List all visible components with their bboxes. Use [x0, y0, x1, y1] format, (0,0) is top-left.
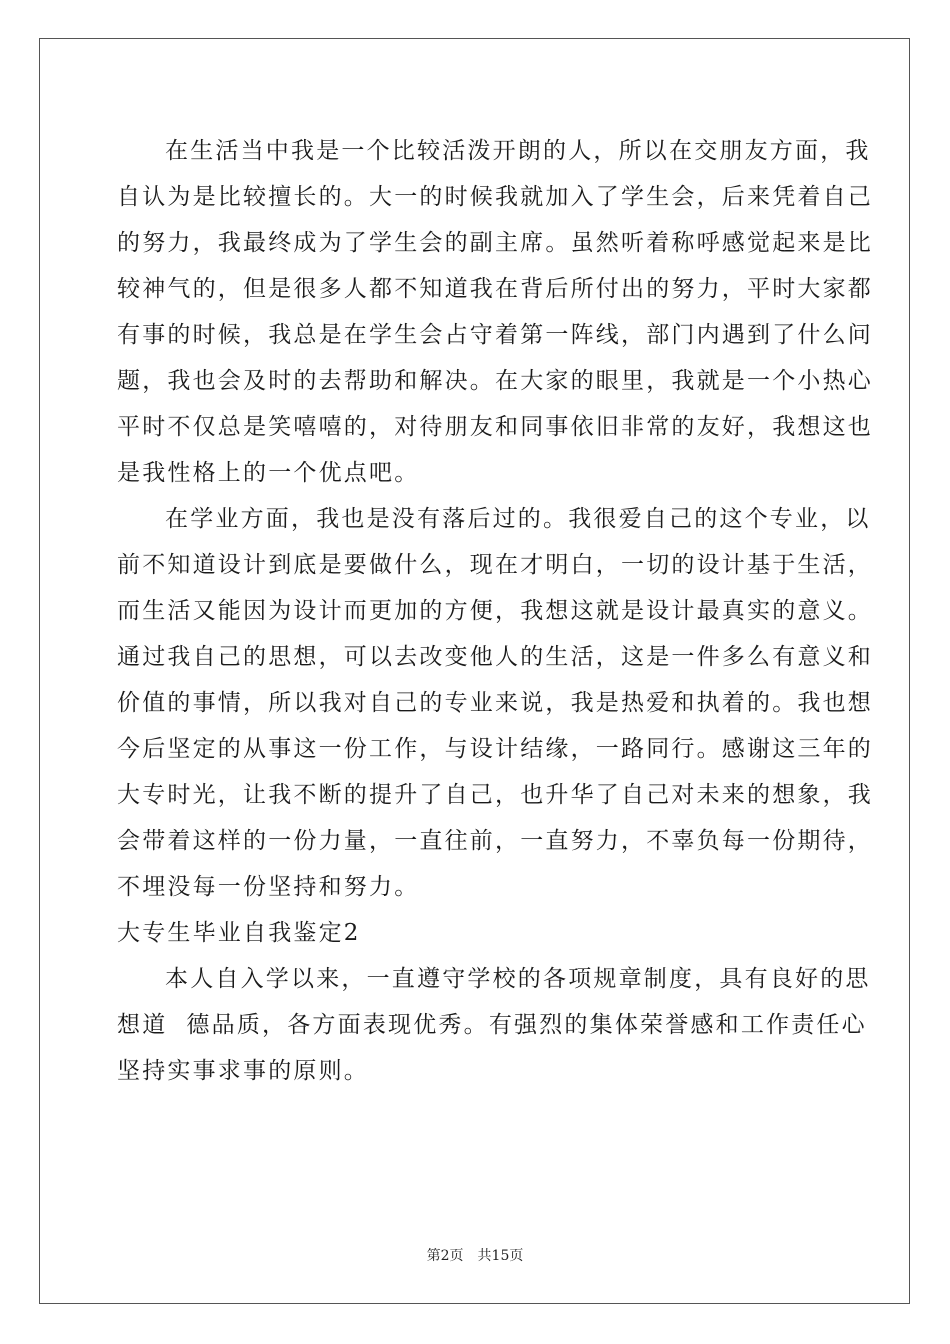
text-line: 价值的事情，所以我对自己的专业来说，我是热爱和执着的。我也想 — [117, 690, 873, 716]
text-line: 在学业方面，我也是没有落后过的。我很爱自己的这个专业，以 — [165, 506, 871, 532]
paragraph-3 — [117, 956, 871, 1094]
text-line: 而生活又能因为设计而更加的方便，我想这就是设计最真实的意义。 — [117, 598, 873, 624]
section-heading: 大专生毕业自我鉴定2 — [117, 920, 361, 946]
paragraph-2 — [117, 496, 873, 910]
page-total: 共15页 — [477, 1248, 524, 1264]
text-line: 有事的时候，我总是在学生会占守着第一阵线，部门内遇到了什么问 — [117, 322, 873, 348]
text-line: 通过我自己的思想，可以去改变他人的生活，这是一件多么有意义和 — [117, 644, 873, 670]
text-line: 是我性格上的一个优点吧。 — [117, 460, 420, 486]
paragraph-1 — [117, 128, 873, 496]
text-line: 会带着这样的一份力量，一直往前，一直努力，不辜负每一份期待， — [117, 828, 873, 854]
text-line: 想道 德品质，各方面表现优秀。有强烈的集体荣誉感和工作责任心 — [117, 1012, 867, 1038]
document-body — [117, 128, 873, 1094]
text-line: 大专时光，让我不断的提升了自己，也升华了自己对未来的想象，我 — [117, 782, 873, 808]
text-line: 较神气的，但是很多人都不知道我在背后所付出的努力，平时大家都 — [117, 276, 873, 302]
text-line: 平时不仅总是笑嘻嘻的，对待朋友和同事依旧非常的友好，我想这也 — [117, 414, 873, 440]
text-line: 的努力，我最终成为了学生会的副主席。虽然听着称呼感觉起来是比 — [117, 230, 873, 256]
text-line: 自认为是比较擅长的。大一的时候我就加入了学生会，后来凭着自己 — [117, 184, 873, 210]
text-line: 不埋没每一份坚持和努力。 — [117, 874, 420, 900]
text-line: 题，我也会及时的去帮助和解决。在大家的眼里，我就是一个小热心 — [117, 368, 873, 394]
text-line: 前不知道设计到底是要做什么，现在才明白，一切的设计基于生活， — [117, 552, 873, 578]
page-footer — [0, 1245, 950, 1265]
text-line: 今后坚定的从事这一份工作，与设计结缘，一路同行。感谢这三年的 — [117, 736, 873, 762]
text-line: 在生活当中我是一个比较活泼开朗的人，所以在交朋友方面，我 — [165, 138, 871, 164]
text-line: 坚持实事求事的原则。 — [117, 1058, 369, 1084]
text-line: 本人自入学以来，一直遵守学校的各项规章制度，具有良好的思 — [165, 966, 871, 992]
page-number: 第2页 — [426, 1248, 464, 1264]
